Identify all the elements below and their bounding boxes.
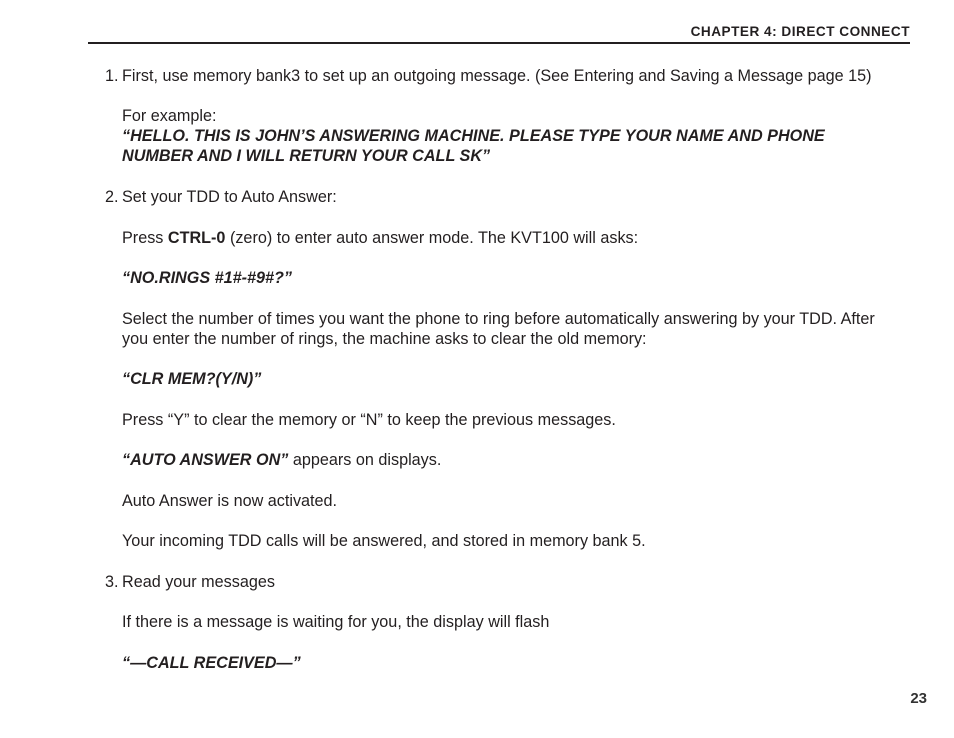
chapter-title: CHAPTER 4: DIRECT CONNECT <box>690 24 910 39</box>
prompt-no-rings: “NO.RINGS #1#-#9#?” <box>122 269 293 287</box>
select-rings-line-2: you enter the number of rings, the machine asks to clear the old memory: <box>122 330 647 348</box>
prompt-call-received: “—CALL RECEIVED—” <box>122 654 301 672</box>
auto-answer-on-prompt: “AUTO ANSWER ON” <box>122 451 289 469</box>
step-2-text: Set your TDD to Auto Answer: <box>122 188 337 206</box>
auto-answer-on-suffix: appears on displays. <box>288 451 442 469</box>
ctrl-key: CTRL-0 <box>167 229 226 247</box>
step-3-text: Read your messages <box>122 573 275 591</box>
example-message-line-1: “HELLO. THIS IS JOHN’S ANSWERING MACHINE. PLEASE TYPE YOUR NAME AND PHONE <box>122 127 825 145</box>
auto-answer-activated: Auto Answer is now activated. <box>122 492 338 510</box>
step-1-number: 1. <box>105 67 119 85</box>
page-header <box>88 22 910 44</box>
step-3-number: 3. <box>105 573 119 591</box>
select-rings-line-1: Select the number of times you want the phone to ring before automatically answering by your TDD. After <box>122 310 875 328</box>
press-yn-instruction: Press “Y” to clear the memory or “N” to keep the previous messages. <box>122 411 616 429</box>
press-prefix: Press <box>122 229 168 247</box>
page-number: 23 <box>910 690 927 707</box>
prompt-clr-mem: “CLR MEM?(Y/N)” <box>122 370 262 388</box>
auto-answer-on-line <box>122 450 441 470</box>
step-1-text: First, use memory bank3 to set up an outgoing message. (See Entering and Saving a Message page 15) <box>122 67 872 85</box>
press-ctrl-instruction <box>122 228 638 248</box>
example-label: For example: <box>122 107 217 125</box>
step-2-number: 2. <box>105 188 119 206</box>
incoming-calls-note: Your incoming TDD calls will be answered, and stored in memory bank 5. <box>122 532 646 550</box>
example-message-line-2: NUMBER AND I WILL RETURN YOUR CALL SK” <box>122 147 491 165</box>
press-suffix: (zero) to enter auto answer mode. The KVT100 will asks: <box>225 229 639 247</box>
message-waiting-note: If there is a message is waiting for you, the display will flash <box>122 613 550 631</box>
